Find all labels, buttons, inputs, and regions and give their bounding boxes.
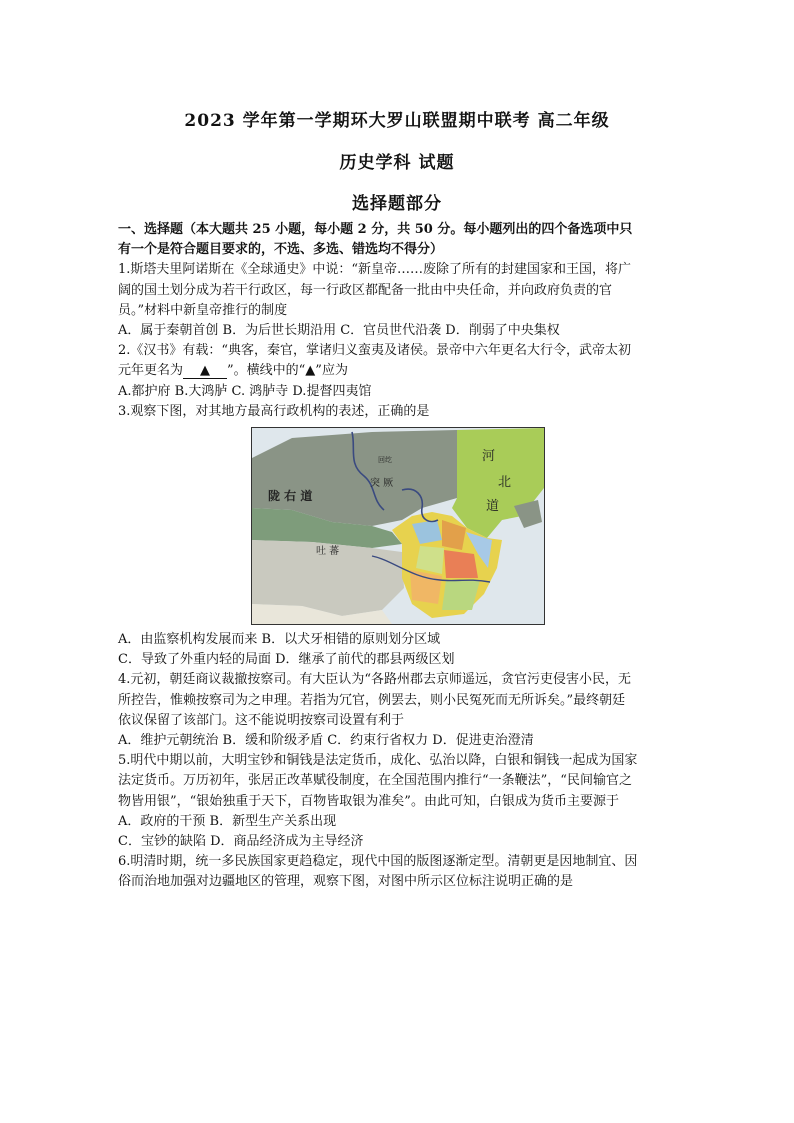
- q1-options: A．属于秦朝首创 B．为后世长期沿用 C．官员世代沿袭 D．削弱了中央集权: [118, 323, 560, 339]
- q2-line2: [118, 361, 688, 381]
- q2-line1: 2.《汉书》有载：“典客，秦官，掌诸归义蛮夷及诸侯。景帝中六年更名大行令，武帝太初: [118, 343, 632, 359]
- q3-options-line1: A．由监察机构发展而来 B．以犬牙相错的原则划分区域: [118, 632, 441, 648]
- part-title: 选择题部分: [352, 194, 442, 214]
- map-label-tubo: 吐 蕃: [316, 546, 340, 558]
- map-label-he: 河: [482, 449, 496, 465]
- q4-line1: 4.元初，朝廷商议裁撤按察司。有大臣认为“各路州郡去京师遥远，贪官污吏侵害小民，无: [118, 672, 632, 688]
- q4-options: A．维护元朝统治 B．缓和阶级矛盾 C．约束行省权力 D．促进吏治澄清: [118, 733, 534, 749]
- q1-line2: 阔的国土划分成为若干行政区，每一行政区都配备一批由中央任命，并向政府负责的官: [118, 282, 613, 298]
- q3-options-line2: C．导致了外重内轻的局面 D．继承了前代的郡县两级区划: [118, 652, 455, 668]
- q4-line2: 所控告，惟赖按察司为之申理。若指为冗官，例罢去，则小民冤死而无所诉矣。”最终朝廷: [118, 692, 626, 708]
- map-label-dao: 道: [486, 499, 500, 515]
- section-heading-line1: 一、选择题（本大题共 25 小题，每小题 2 分，共 50 分。每小题列出的四个备选项中只: [118, 222, 633, 237]
- tang-map: [252, 428, 544, 624]
- q3-stem: 3.观察下图，对其地方最高行政机构的表述，正确的是: [118, 403, 430, 419]
- q2-blank: ▲: [183, 364, 227, 379]
- map-label-longyou: 陇 右 道: [268, 489, 313, 504]
- q6-line1: 6.明清时期，统一多民族国家更趋稳定，现代中国的版图逐渐定型。清朝更是因地制宜、因: [118, 854, 638, 870]
- q6-line2: 俗而治地加强对边疆地区的管理，观察下图，对图中所示区位标注说明正确的是: [118, 874, 574, 890]
- subject-title: 历史学科 试题: [339, 153, 455, 173]
- question-list: [118, 220, 688, 893]
- map-label-bei: 北: [498, 475, 512, 491]
- q5-options-line2: C．宝钞的缺陷 D．商品经济成为主导经济: [118, 834, 364, 850]
- q4-line3: 依议保留了该部门。这不能说明按察司设置有利于: [118, 712, 405, 728]
- exam-title: 2023 学年第一学期环大罗山联盟期中联考 高二年级: [184, 111, 610, 131]
- section-heading-line2: 有一个是符合题目要求的，不选、多选、错选均不得分）: [118, 242, 444, 258]
- q5-line3: 物皆用银”，“银始独重于天下，百物皆取银为准矣”。由此可知，白银成为货币主要源于: [118, 793, 619, 809]
- q5-options-line1: A．政府的干预 B．新型生产关系出现: [118, 813, 337, 829]
- q5-line1: 5.明代中期以前，大明宝钞和铜钱是法定货币，成化、弘治以降，白银和铜钱一起成为国家: [118, 753, 638, 769]
- q1-line1: 1.斯塔夫里阿诺斯在《全球通史》中说：“新皇帝……废除了所有的封建国家和王国，将广: [118, 262, 632, 278]
- q2-line2-post: ”。横线中的“▲”应为: [227, 363, 348, 379]
- q5-line2: 法定货币。万历初年，张居正改革赋役制度，在全国范围内推行“一条鞭法”，“民间输官之: [118, 773, 632, 789]
- huainan-dao: [444, 550, 478, 578]
- q1-line3: 员。”材料中新皇帝推行的制度: [118, 302, 288, 318]
- tang-map-figure: [251, 427, 545, 625]
- q2-line2-pre: 元年更名为: [118, 363, 184, 379]
- map-label-huihe: 回纥: [378, 456, 392, 465]
- q2-options: A.都护府 B.大鸿胪 C. 鸿胪寺 D.提督四夷馆: [118, 383, 372, 399]
- map-label-tujue: 突 厥: [370, 478, 394, 490]
